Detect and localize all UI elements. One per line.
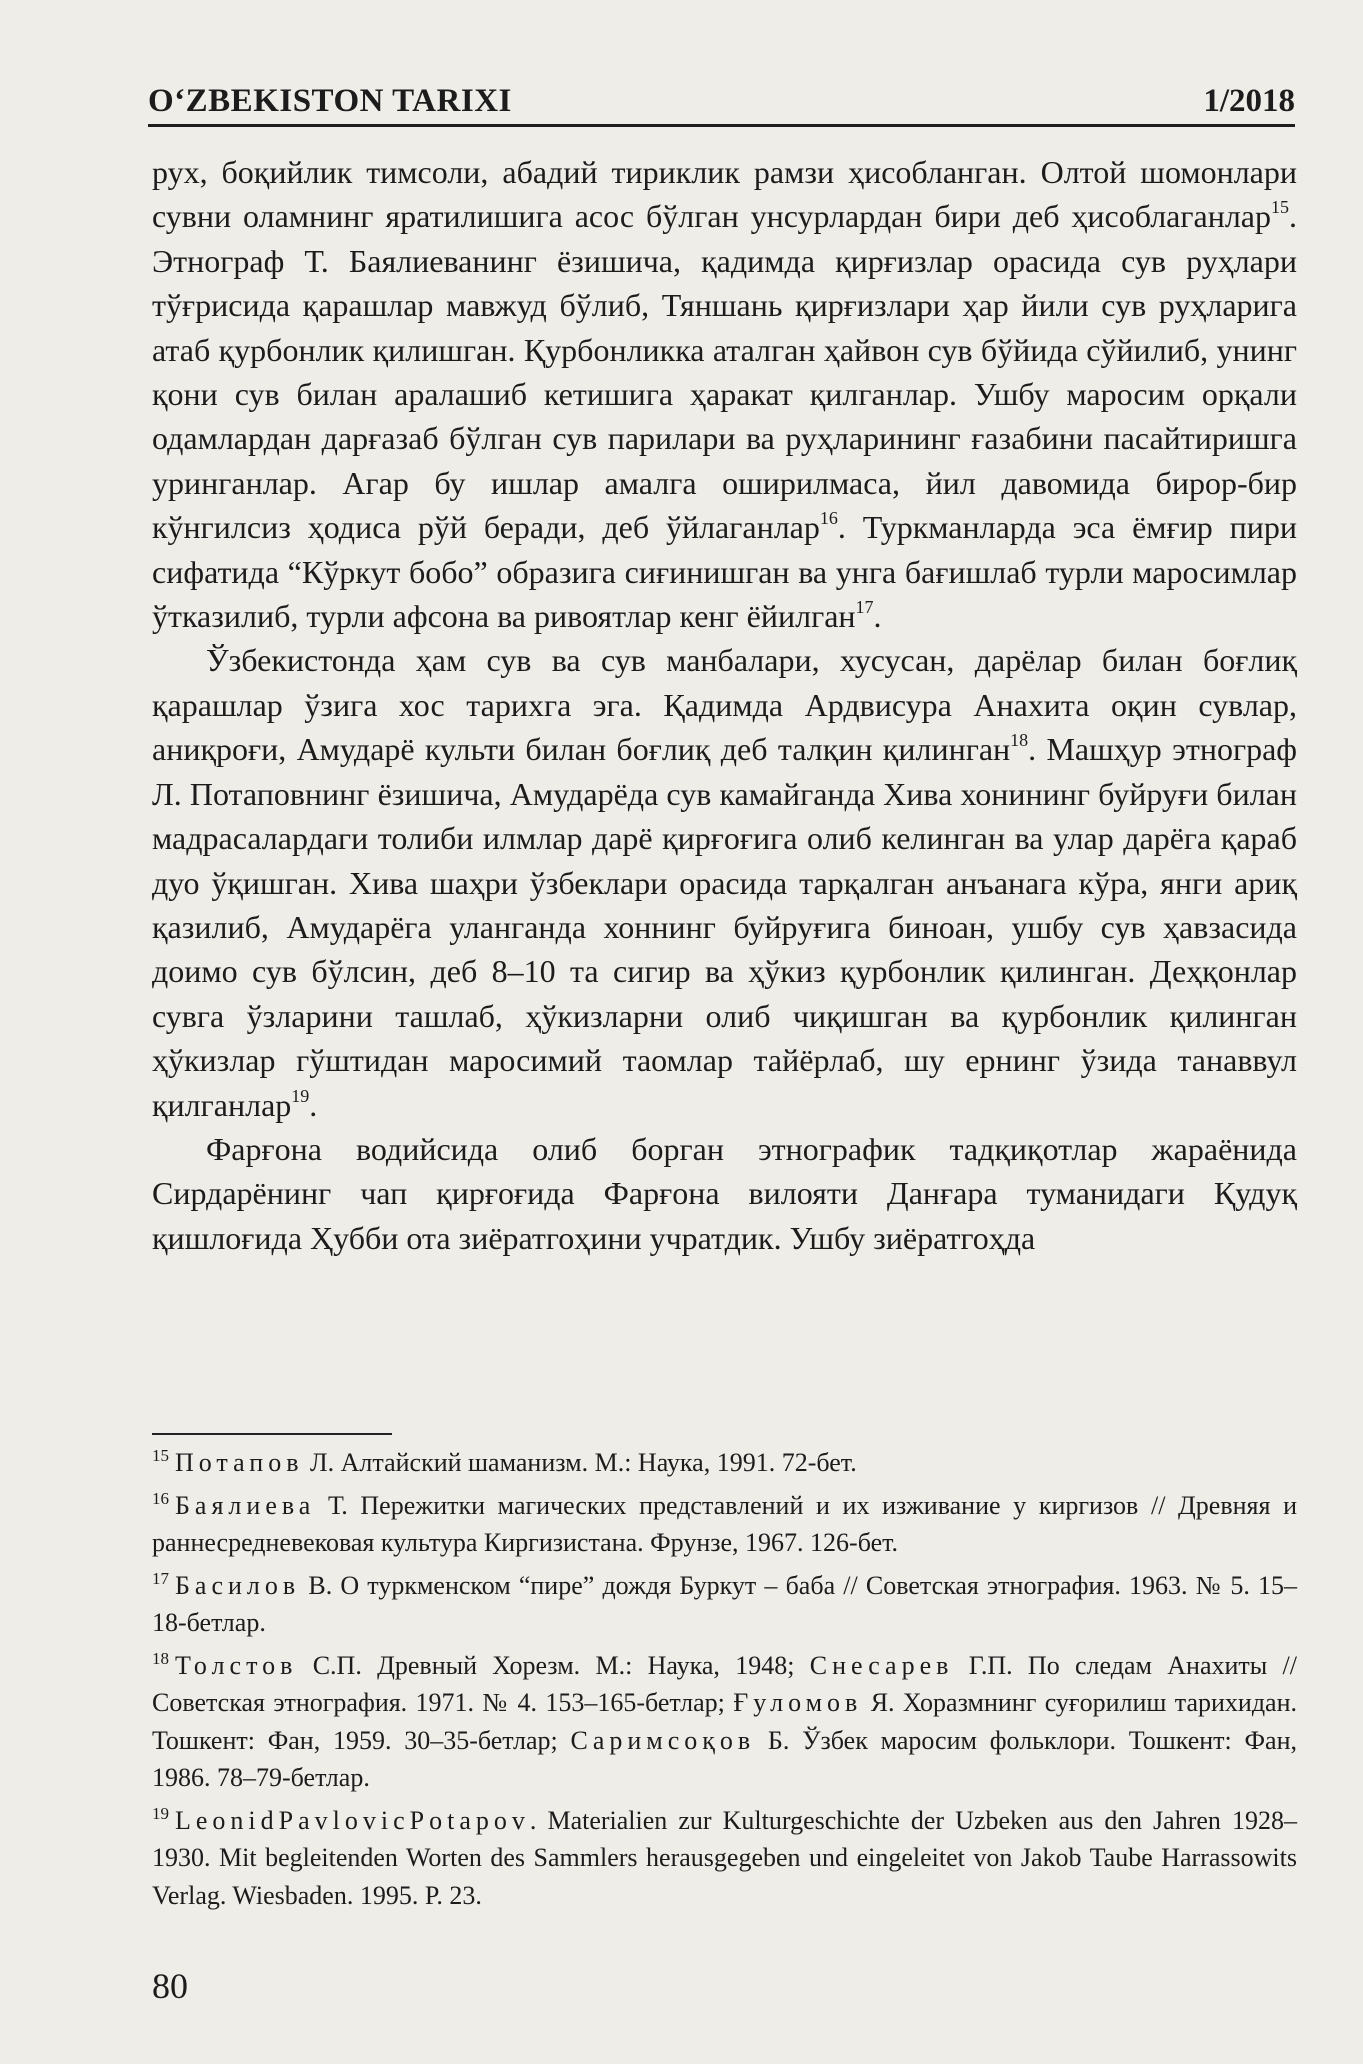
footnote-author: LeonidPavlovicPotapov xyxy=(175,1805,530,1835)
issue-number: 1/2018 xyxy=(1203,83,1295,119)
footnote-author: Потапов xyxy=(175,1448,304,1477)
footnote-ref[interactable]: 15 xyxy=(1271,197,1289,218)
paragraph: Фарғона водийсида олиб борган этнографик тадқиқотлар жараёнида Сирдарёнинг чап қирғоғида Фарғона вилояти Данғара туманидаги Қудуқ қишлоғида Ҳубби ота зиёратгоҳини учратдик. Ушбу зиёратгоҳда xyxy=(152,1130,1297,1256)
paragraph: Ўзбекистонда ҳам сув ва сув манбалари, хусусан, дарёлар билан боғлиқ қарашлар ўзига хос тарихга эга. Қадимда Ардвисура Анахита оқин сувлар, аниқроғи, Амударё культи билан боғлиқ деб талқин қилинган$^{18}$. Машҳур этнограф Л. Потаповнинг ёзишича, Амударёда сув камайганда Хива хонининг буйруғи билан мадрасалардаги толиби илмлар дарё қирғоғига олиб келинган ва улар дарёга қараб дуо ўқишган. Хива шаҳри ўзбеклари орасида тарқалган анъанага кўра, янги ариқ қазилиб, Амударёга уланганда хоннинг буйруғига биноан, ушбу сув ҳавзасида доимо сув бўлсин, деб 8–10 та сигир ва ҳўкиз қурбонлик қилинган. Деҳқонлар сувга ўзларини ташлаб, ҳўкизларни олиб чиқишган ва қурбонлик қилинган ҳўкизлар гўштидан маросимий таомлар тайёрлаб, шу ернинг ўзида танаввул қилганлар$^{19}$. xyxy=(152,642,1298,1123)
footnote-ref[interactable]: 16 xyxy=(819,508,838,529)
footnote-ref[interactable]: 19 xyxy=(291,1085,310,1106)
footnote: $^{15}$ Потапов Л. Алтайский шаманизм. М.: Наука, 1991. 72-бет. xyxy=(152,1446,857,1477)
journal-title: O‘ZBEKISTON TARIXI xyxy=(148,83,512,119)
footnote: $^{18}$ Толстов С.П. Древный Хорезм. М.: Наука, 1948; Снесарев Г.П. По следам Анахиты // Советская этнография. 1971. № 4. 153–165-бетлар; Ғуломов Я. Хоразмнинг суғорилиш тарихидан. Тошкент: Фан, 1959. 30–35-бетлар; Саримсоқов Б. Ўзбек маросим фольклори. Тошкент: Фан, 1986. 78–79-бетлар. xyxy=(152,1648,1298,1792)
footnote-divider xyxy=(152,1433,392,1435)
footnote-author: Саримсоқов xyxy=(570,1725,756,1755)
footnote-author: Баялиева xyxy=(175,1490,316,1520)
footnote-ref[interactable]: 18 xyxy=(1010,730,1029,751)
running-header xyxy=(148,68,1295,127)
footnote: $^{19}$ LeonidPavlovicPotapov. Materialien zur Kulturgeschichte der Uzbeken aus den Jahren 1928–1930. Mit begleitenden Worten des Sammlers herausgegeben und eingeleitet von Jakob Taube Harrassowits Verlag. Wiesbaden. 1995. P. 23. xyxy=(152,1803,1297,1910)
paragraph: рух, боқийлик тимсоли, абадий тириклик рамзи ҳисобланган. Олтой шомонлари сувни оламнинг яратилишига асос бўлган унсурлардан бири деб ҳисоблаганлар$^{15}$. Этнограф Т. Баялиеванинг ёзишича, қадимда қирғизлар орасида сув руҳлари тўғрисида қарашлар мавжуд бўлиб, Тяншань қирғизлари ҳар йили сув руҳларига атаб қурбонлик қилишган. Қурбонликка аталган ҳайвон сув бўйида сўйилиб, унинг қони сув билан аралашиб кетишига ҳаракат қилганлар. Ушбу маросим орқали одамлардан дарғазаб бўлган сув парилари ва руҳларининг ғазабини пасайтиришга уринганлар. Агар бу ишлар амалга оширилмаса, йил давомида бирор-бир кўнгилсиз ҳодиса рўй беради, деб ўйлаганлар$^{16}$. Туркманларда эса ёмғир пири сифатида “Кўркут бобо” образига сиғинишган ва унга бағишлаб турли маросимлар ўтказилиб, турли афсона ва ривоятлар кенг ёйилган$^{17}$. xyxy=(152,154,1298,635)
footnote-author: Басилов xyxy=(175,1570,301,1600)
footnote-author: Снесарев xyxy=(809,1650,954,1680)
footnote-author: Ғуломов xyxy=(733,1688,863,1717)
page-number: 80 xyxy=(152,1966,188,2006)
footnote-author: Толстов xyxy=(175,1650,298,1680)
article-body xyxy=(152,150,1297,1260)
footnote-ref[interactable]: 17 xyxy=(855,597,874,618)
footnotes xyxy=(152,1444,1297,1919)
footnote: $^{17}$ Басилов В. О туркменском “пире” дождя Буркут – баба // Советская этнография. 1963. № 5. 15–18-бетлар. xyxy=(152,1568,1297,1637)
footnote: $^{16}$ Баялиева Т. Пережитки магических представлений и их изживание у киргизов // Древняя и раннесредневековая культура Киргизистана. Фрунзе, 1967. 126-бет. xyxy=(152,1488,1297,1557)
